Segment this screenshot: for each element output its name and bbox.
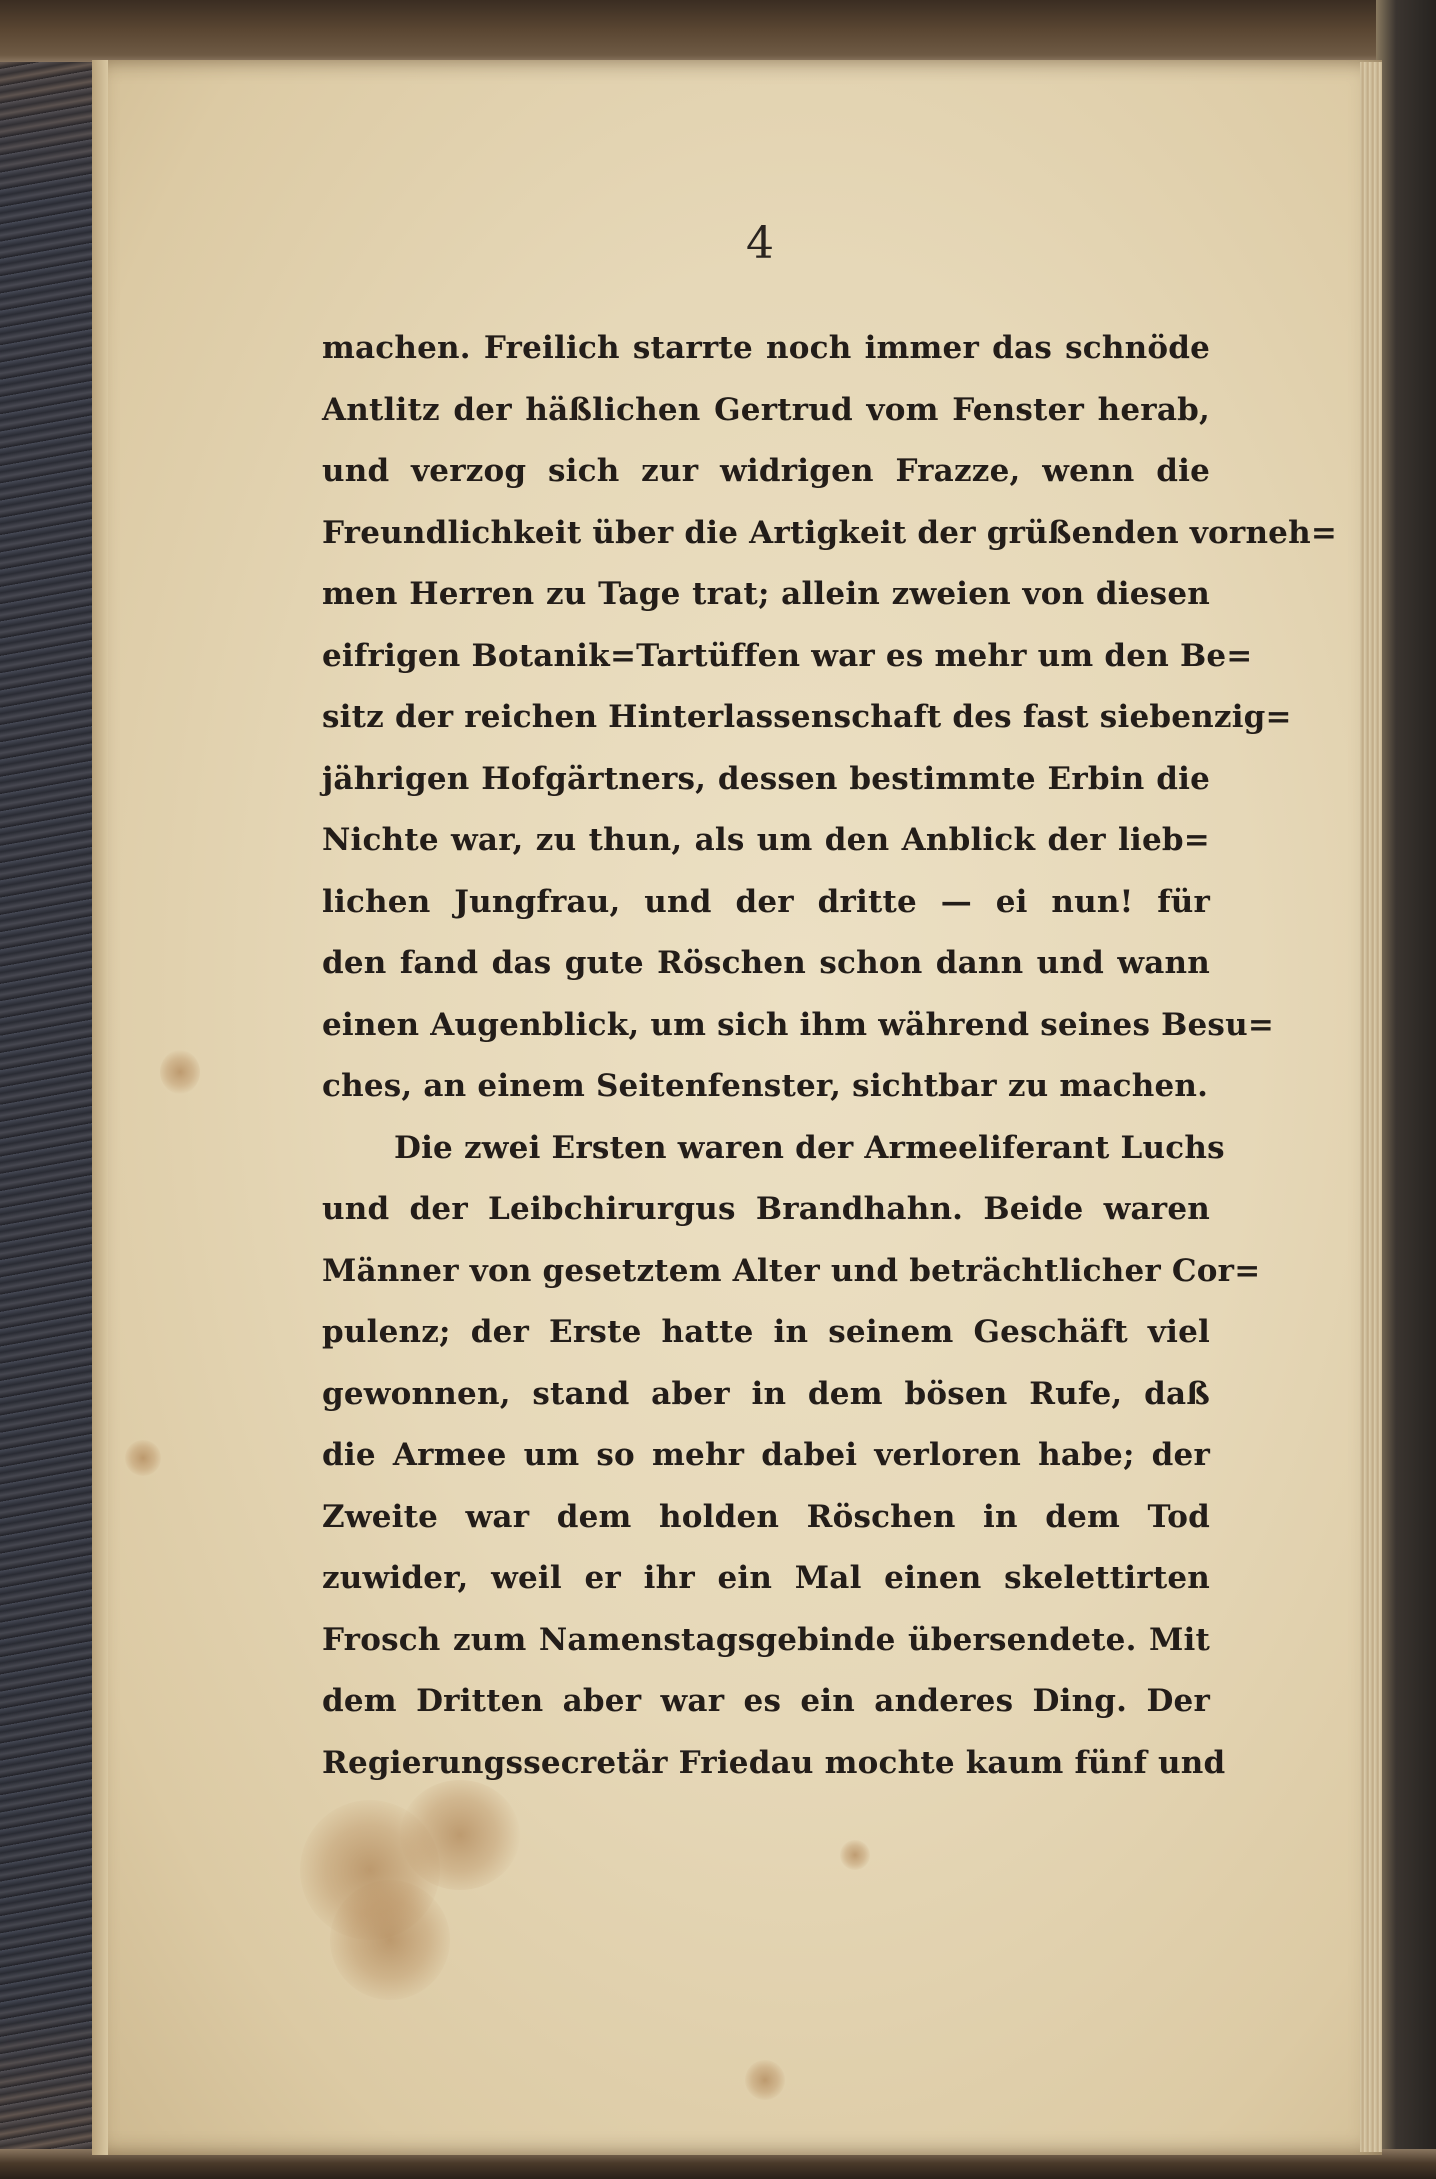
text-line: men Herren zu Tage trat; allein zweien von diesen xyxy=(322,576,1210,612)
stain-spot xyxy=(745,2060,785,2100)
text-line: lichen Jungfrau, und der dritte — ei nun! für xyxy=(322,883,1210,920)
stain-spot xyxy=(330,1880,450,2000)
stain-spot xyxy=(125,1440,161,1476)
text-line: die Armee um so mehr dabei verloren habe; der xyxy=(322,1437,1210,1473)
text-line: und der Leibchirurgus Brandhahn. Beide waren xyxy=(322,1191,1210,1227)
text-line: gewonnen, stand aber in dem bösen Rufe, daß xyxy=(322,1375,1210,1412)
stain-spot xyxy=(840,1840,870,1870)
page-fore-edge xyxy=(1360,62,1382,2152)
cover-top-edge xyxy=(0,0,1436,62)
text-line: machen. Freilich starrte noch immer das schnöde xyxy=(322,330,1210,366)
body-text xyxy=(322,318,1338,1794)
stain-spot xyxy=(400,1780,520,1890)
text-line: Nichte war, zu thun, als um den Anblick der lieb= xyxy=(322,822,1210,858)
text-line: den fand das gute Röschen schon dann und wann xyxy=(322,945,1210,981)
text-line: Zweite war dem holden Röschen in dem Tod xyxy=(322,1498,1210,1535)
text-line: eifrigen Botanik=Tartüffen war es mehr um den Be= xyxy=(322,637,1253,674)
text-line: dem Dritten aber war es ein anderes Ding. Der xyxy=(322,1683,1210,1719)
text-line: Frosch zum Namenstagsgebinde übersendete. Mit xyxy=(322,1621,1210,1658)
text-line: Antlitz der häßlichen Gertrud vom Fenster herab, xyxy=(322,391,1210,428)
text-line: Freundlichkeit über die Artigkeit der grüßenden vorneh= xyxy=(322,514,1338,551)
page-gutter-edge xyxy=(92,60,108,2155)
text-line: sitz der reichen Hinterlassenschaft des fast siebenzig= xyxy=(322,699,1292,735)
text-line: Die zwei Ersten waren der Armeeliferant Luchs xyxy=(394,1129,1225,1166)
stain-spot xyxy=(160,1050,200,1094)
text-line: jährigen Hofgärtners, dessen bestimmte Erbin die xyxy=(322,760,1210,797)
text-line: pulenz; der Erste hatte in seinem Geschäft viel xyxy=(322,1314,1210,1350)
cover-left-edge xyxy=(0,0,100,2179)
text-line: zuwider, weil er ihr ein Mal einen skelettirten xyxy=(322,1560,1210,1596)
text-line: Regierungssecretär Friedau mochte kaum fünf und xyxy=(322,1744,1226,1781)
text-line: ches, an einem Seitenfenster, sichtbar zu machen. xyxy=(322,1068,1209,1104)
page-number: 4 xyxy=(746,218,774,269)
text-line: Männer von gesetztem Alter und beträchtlicher Cor= xyxy=(322,1252,1261,1289)
text-line: und verzog sich zur widrigen Frazze, wenn die xyxy=(322,453,1210,489)
text-line: einen Augenblick, um sich ihm während seines Besu= xyxy=(322,1006,1274,1043)
cover-right-edge xyxy=(1376,0,1436,2179)
